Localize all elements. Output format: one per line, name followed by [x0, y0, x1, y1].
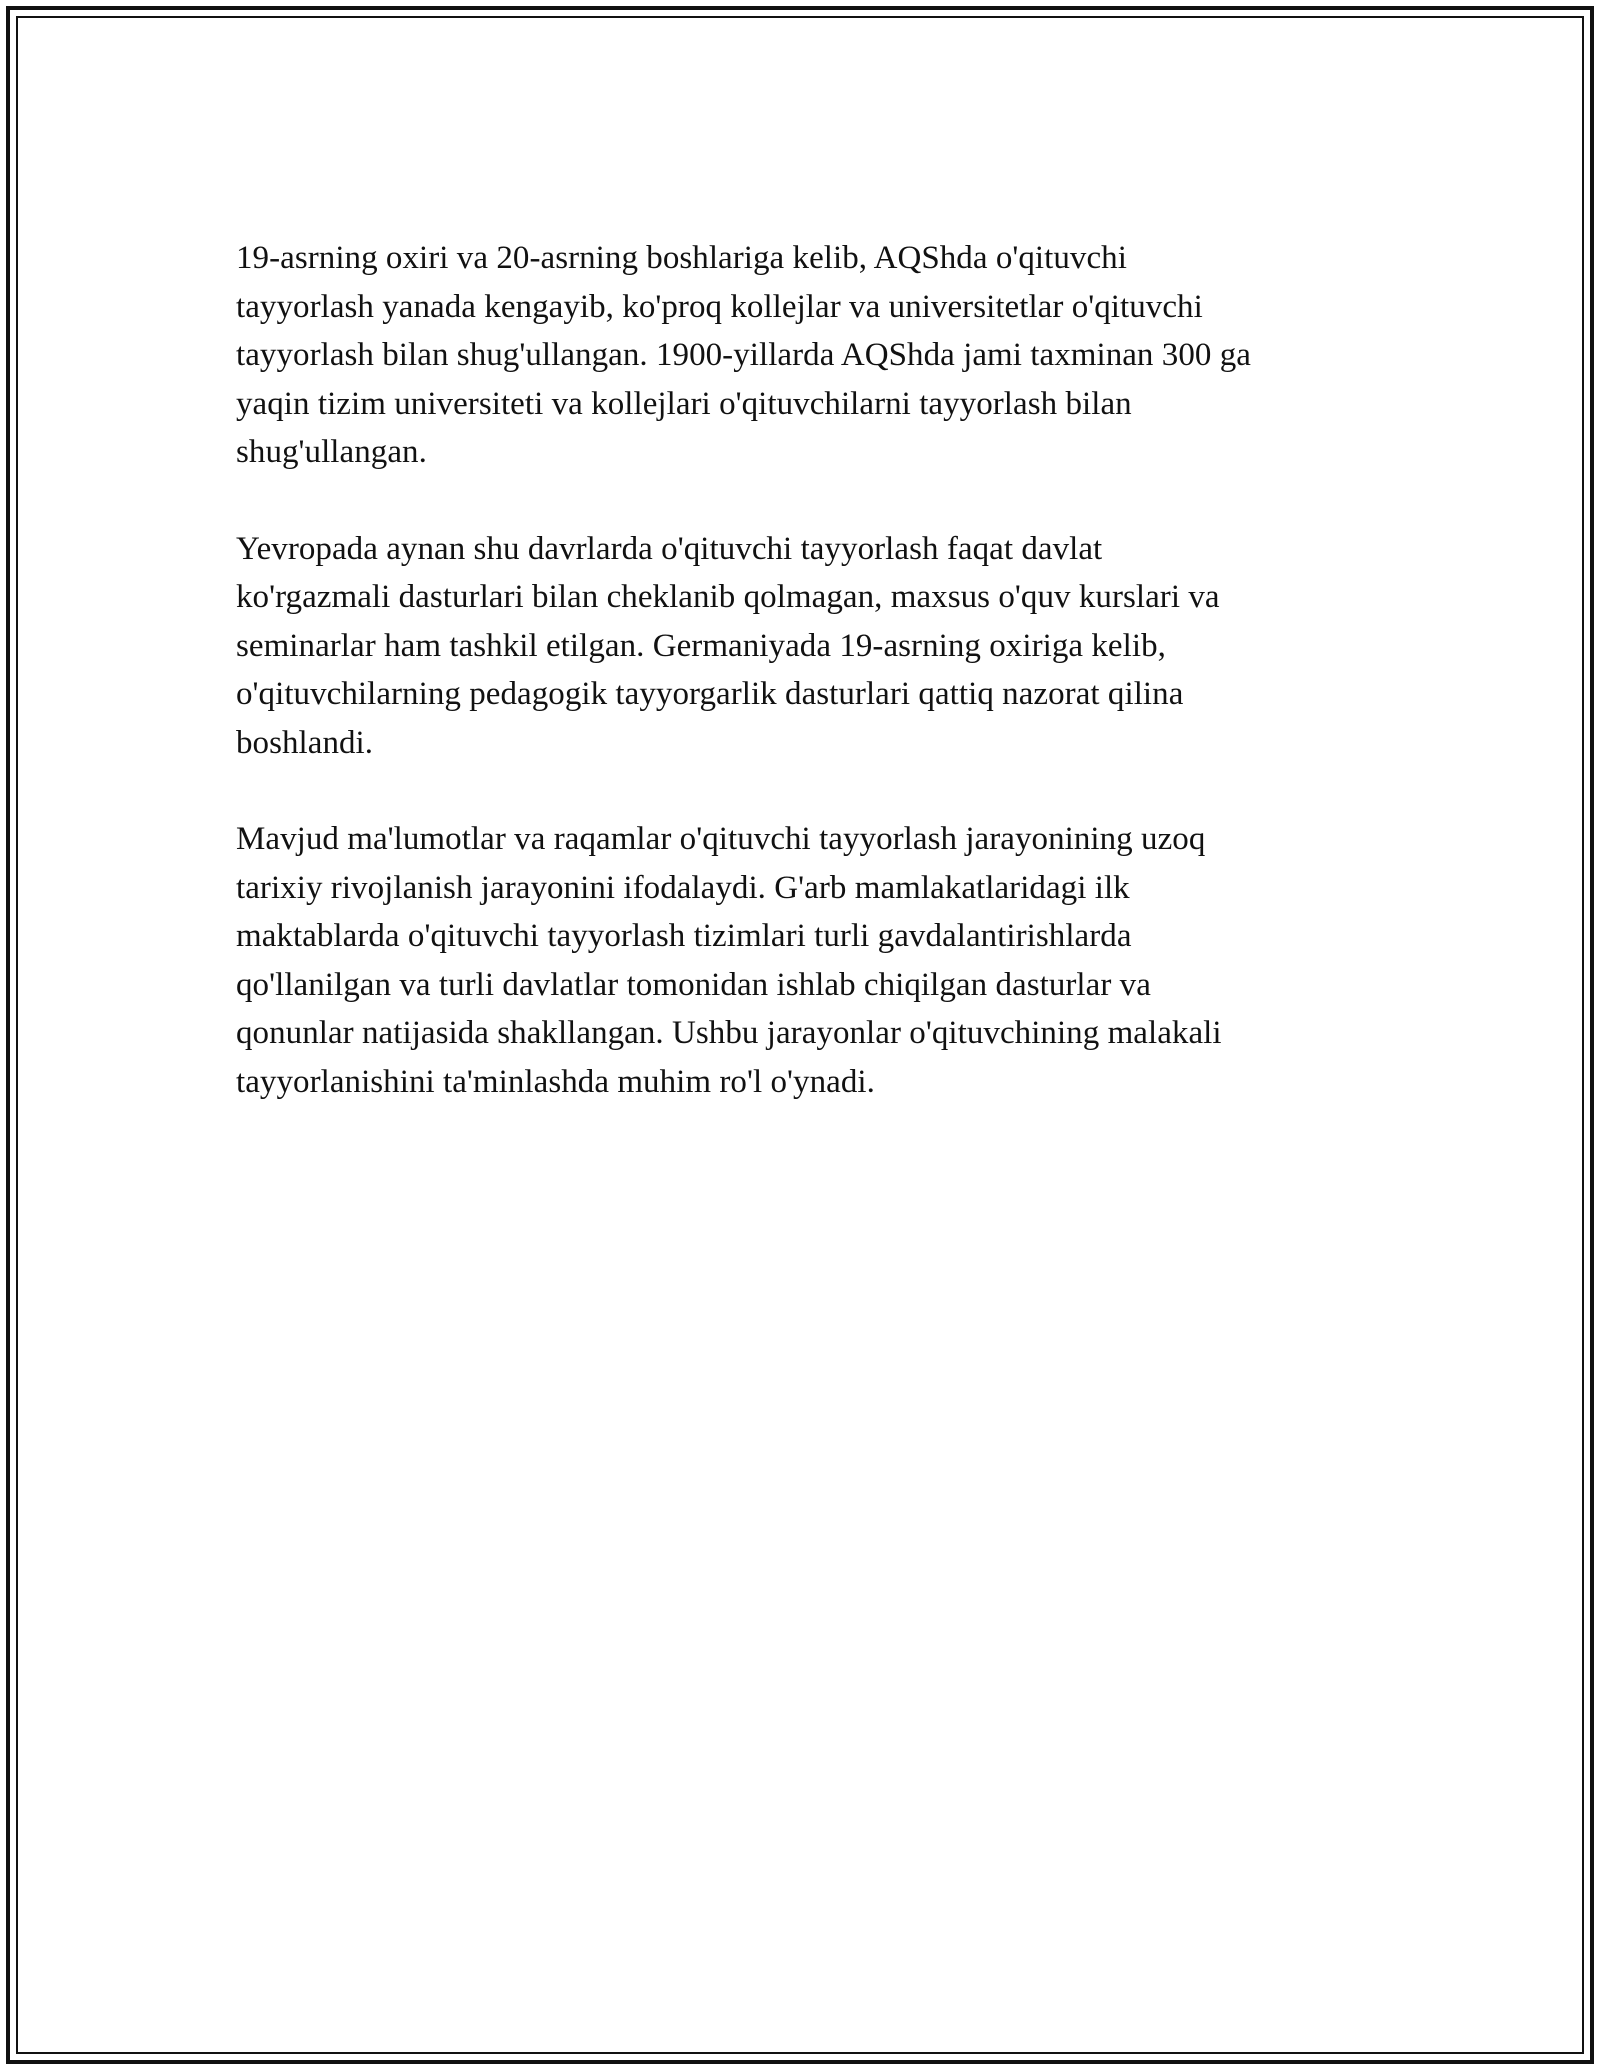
paragraph-line: yaqin tizim universiteti va kollejlari o'qituvchilarni tayyorlash bilan [236, 385, 1132, 422]
paragraph-line: qo'llanilgan va turli davlatlar tomonidan ishlab chiqilgan dasturlar va [236, 966, 1151, 1003]
paragraph-line: seminarlar ham tashkil etilgan. Germaniyada 19-asrning oxiriga kelib, [236, 627, 1166, 664]
paragraph-line: tayyorlanishini ta'minlashda muhim ro'l o'ynadi. [236, 1063, 875, 1100]
paragraph-line: tarixiy rivojlanish jarayonini ifodalaydi. G'arb mamlakatlaridagi ilk [236, 869, 1130, 906]
paragraph-line: ko'rgazmali dasturlari bilan cheklanib qolmagan, maxsus o'quv kurslari va [236, 579, 1220, 615]
document-body [236, 234, 1376, 1154]
paragraph-line: maktablarda o'qituvchi tayyorlash tizimlari turli gavdalantirishlarda [236, 918, 1132, 954]
paragraph-line: Yevropada aynan shu davrlarda o'qituvchi tayyorlash faqat davlat [236, 530, 1103, 567]
paragraph-3 [236, 815, 1376, 1106]
paragraph-line: tayyorlash yanada kengayib, ko'proq kollejlar va universitetlar o'qituvchi [236, 288, 1203, 325]
paragraph-line: boshlandi. [236, 724, 374, 761]
paragraph-line: tayyorlash bilan shug'ullangan. 1900-yillarda AQShda jami taxminan 300 ga [236, 337, 1251, 373]
paragraph-line: 19-asrning oxiri va 20-asrning boshlariga kelib, AQShda o'qituvchi [236, 240, 1127, 276]
paragraph-2 [236, 525, 1376, 768]
paragraph-line: o'qituvchilarning pedagogik tayyorgarlik dasturlari qattiq nazorat qilina [236, 676, 1184, 712]
paragraph-line: shug'ullangan. [236, 434, 427, 470]
paragraph-1 [236, 234, 1376, 477]
paragraph-line: Mavjud ma'lumotlar va raqamlar o'qituvchi tayyorlash jarayonining uzoq [236, 821, 1206, 857]
paragraph-line: qonunlar natijasida shakllangan. Ushbu jarayonlar o'qituvchining malakali [236, 1015, 1222, 1051]
